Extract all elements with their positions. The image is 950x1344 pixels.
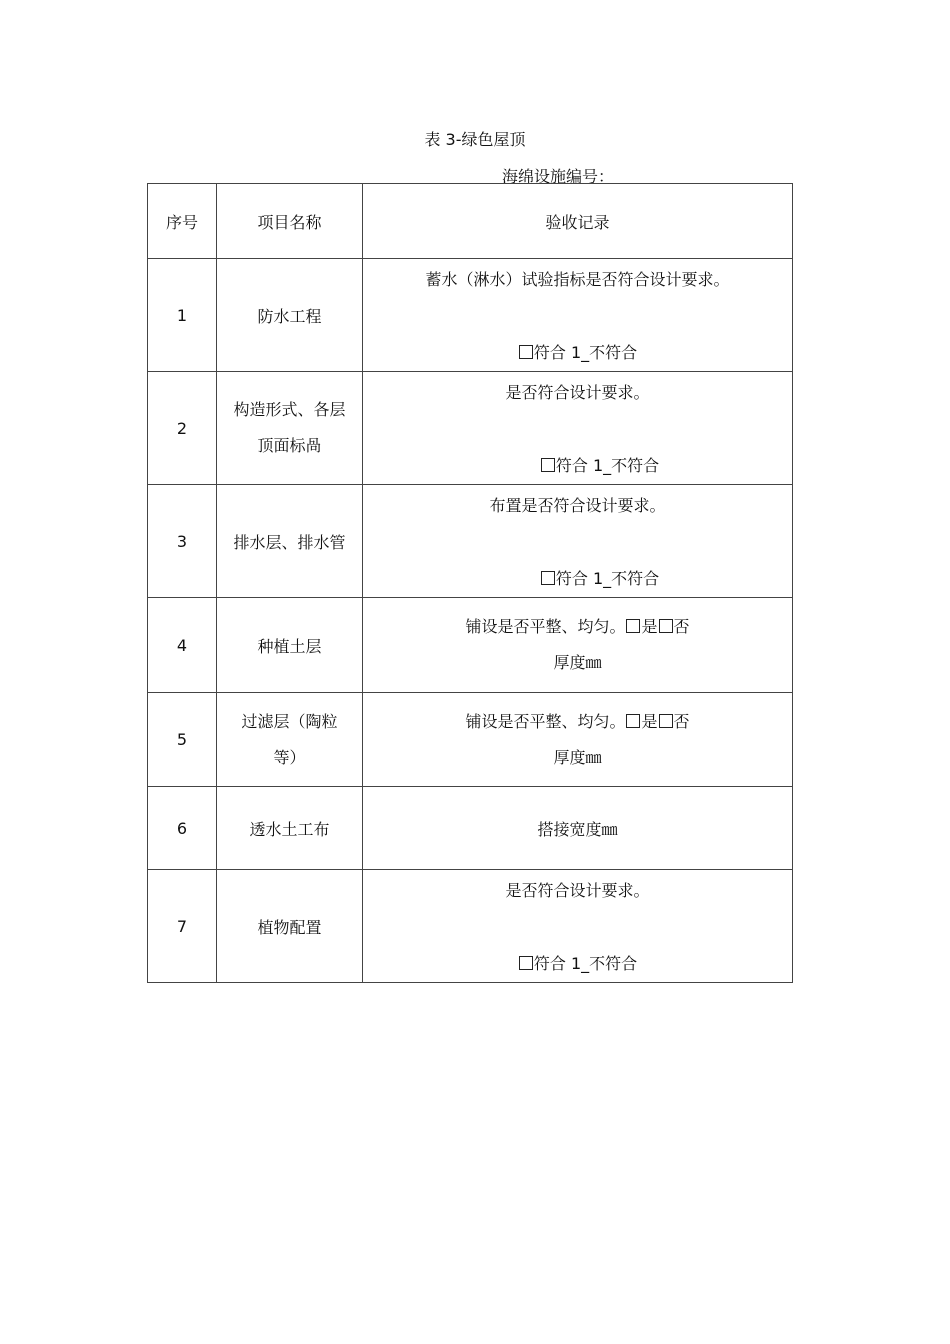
row-item-name: 过滤层（陶粒 等）	[217, 693, 363, 787]
row-record: 铺设是否平整、均匀。 是 否 厚度㎜	[363, 693, 793, 787]
checkbox-icon[interactable]	[659, 619, 673, 633]
checkbox-icon[interactable]	[659, 714, 673, 728]
checkbox-icon[interactable]	[519, 345, 533, 359]
thickness-label: 厚度㎜	[553, 653, 602, 672]
record-options: 符合 1_不符合	[363, 340, 792, 363]
row-number: 1	[148, 259, 217, 372]
row-item-name: 透水土工布	[217, 787, 363, 870]
row-item-name: 防水工程	[217, 259, 363, 372]
row-item-name: 植物配置	[217, 870, 363, 983]
row-number: 6	[148, 787, 217, 870]
row-record	[363, 372, 793, 485]
record-question: 是否符合设计要求。	[505, 383, 650, 402]
row-item-name: 排水层、排水管	[217, 485, 363, 598]
facility-number-label: 海绵设施编号：	[502, 167, 615, 186]
record-question: 蓄水（淋水）试验指标是否符合设计要求。	[425, 270, 730, 289]
table-row	[148, 259, 793, 372]
table-header-row	[148, 184, 793, 259]
table-row	[148, 598, 793, 693]
row-number: 2	[148, 372, 217, 485]
acceptance-table	[147, 183, 793, 983]
row-record	[363, 259, 793, 372]
row-number: 4	[148, 598, 217, 693]
checkbox-icon[interactable]	[541, 571, 555, 585]
table-row	[148, 787, 793, 870]
row-record	[363, 870, 793, 983]
header-serial: 序号	[148, 184, 217, 259]
row-number: 3	[148, 485, 217, 598]
checkbox-icon[interactable]	[626, 714, 640, 728]
record-question: 是否符合设计要求。	[505, 881, 650, 900]
row-number: 7	[148, 870, 217, 983]
checkbox-icon[interactable]	[626, 619, 640, 633]
row-item-name: 构造形式、各层 顶面标咼	[217, 372, 363, 485]
table-title: 表 3-绿色屋顶	[424, 130, 526, 149]
record-question: 布置是否符合设计要求。	[489, 496, 666, 515]
record-options: 符合 1_不符合	[407, 453, 792, 476]
row-number: 5	[148, 693, 217, 787]
record-options: 符合 1_不符合	[363, 951, 792, 974]
header-item-name: 项目名称	[217, 184, 363, 259]
row-record: 铺设是否平整、均匀。 是 否 厚度㎜	[363, 598, 793, 693]
table-row	[148, 485, 793, 598]
header-record: 验收记录	[363, 184, 793, 259]
table-row	[148, 372, 793, 485]
row-item-name: 种植土层	[217, 598, 363, 693]
record-options: 符合 1_不符合	[407, 566, 792, 589]
row-record: 搭接宽度㎜	[363, 787, 793, 870]
row-record	[363, 485, 793, 598]
checkbox-icon[interactable]	[541, 458, 555, 472]
table-row	[148, 693, 793, 787]
table-row	[148, 870, 793, 983]
checkbox-icon[interactable]	[519, 956, 533, 970]
thickness-label: 厚度㎜	[553, 747, 602, 767]
